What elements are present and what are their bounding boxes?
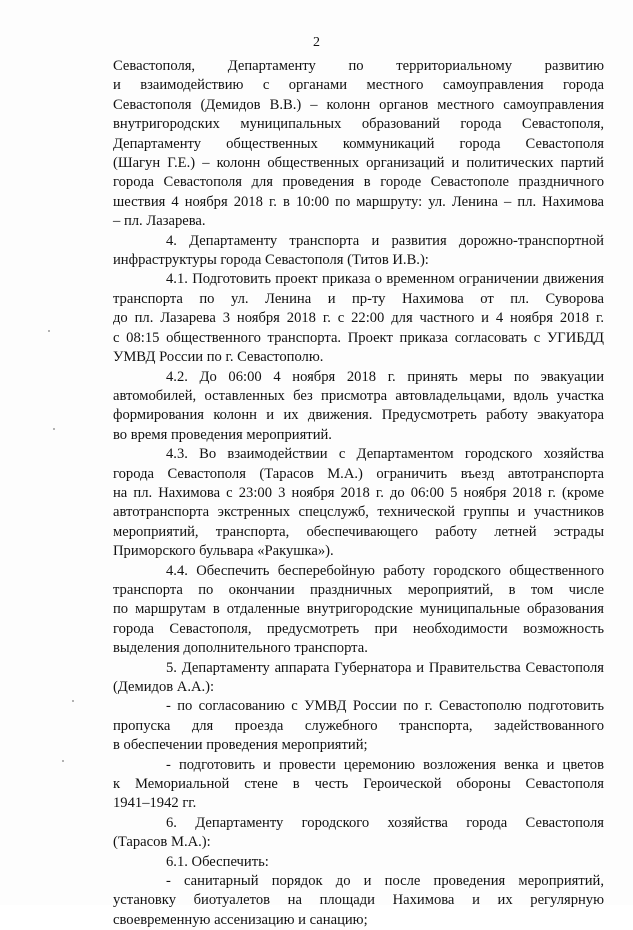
text-line: инфраструктуры города Севастополя (Титов И.В.):	[113, 252, 429, 269]
text-line: мероприятий, транспорта, обеспечивающего работу летней эстрады	[113, 523, 604, 540]
text-line: 1941–1942 гг.	[113, 795, 197, 812]
text-line: и взаимодействию с органами местного самоуправления города	[113, 77, 604, 94]
text-line: Севастополя (Демидов В.В.) – колонн органов местного самоуправления	[113, 96, 604, 113]
text-line: в обеспечении проведения мероприятий;	[113, 737, 368, 754]
paragraph	[113, 697, 604, 755]
text-line: города Севастополя, предусмотреть при необходимости возможность	[113, 620, 604, 637]
paragraph	[113, 853, 604, 872]
page-number: 2	[313, 35, 320, 50]
scan-speck	[48, 330, 50, 332]
text-line: – пл. Лазарева.	[113, 213, 206, 230]
text-line: на пл. Нахимова с 23:00 3 ноября 2018 г. до 06:00 5 ноября 2018 г. (кроме	[113, 484, 604, 501]
paragraph	[113, 814, 604, 853]
text-line: во время проведения мероприятий.	[113, 426, 332, 443]
text-line: - подготовить и провести церемонию возложения венка и цветов	[166, 756, 604, 773]
text-line: по маршрутам в отдаленные внутригородские муниципальные образования	[113, 601, 604, 618]
text-line: города Севастополя (Тарасов М.А.) ограничить въезд автотранспорта	[113, 465, 604, 482]
paragraph	[113, 756, 604, 814]
paragraph	[113, 872, 604, 930]
text-line: 5. Департаменту аппарата Губернатора и Правительства Севастополя	[166, 659, 604, 676]
text-line: шествия 4 ноября 2018 г. в 10:00 по маршруту: ул. Ленина – пл. Нахимова	[113, 193, 604, 210]
text-line: УМВД России по г. Севастополю.	[113, 349, 324, 366]
text-line: транспорта по окончании праздничных мероприятий, в том числе	[113, 581, 604, 598]
text-line: (Тарасов М.А.):	[113, 834, 211, 851]
text-line: 4.3. Во взаимодействии с Департаментом городского хозяйства	[166, 446, 604, 463]
text-line: пропуска для проезда служебного транспорта, задействованного	[113, 717, 604, 734]
text-line: Департаменту общественных коммуникаций города Севастополя	[113, 135, 604, 152]
text-line: выделения дополнительного транспорта.	[113, 640, 368, 657]
paragraph	[113, 232, 604, 271]
text-line: Приморского бульвара «Ракушка»).	[113, 543, 334, 560]
text-line: (Шагун Г.Е.) – колонн общественных организаций и политических партий	[113, 155, 604, 172]
text-line: города Севастополя для проведения в городе Севастополе праздничного	[113, 174, 604, 191]
text-line: формирования колонн и их движения. Предусмотреть работу эвакуатора	[113, 407, 604, 424]
text-line: 6. Департаменту городского хозяйства города Севастополя	[166, 814, 604, 831]
scan-speck	[72, 700, 74, 702]
text-line: Севастополя, Департаменту по территориальному развитию	[113, 58, 604, 74]
scan-speck	[62, 760, 64, 762]
text-line: до пл. Лазарева 3 ноября 2018 г. с 22:00 для частного и 4 ноября 2018 г.	[113, 310, 604, 327]
text-line: 4. Департаменту транспорта и развития дорожно-транспортной	[166, 232, 604, 249]
paragraph	[113, 659, 604, 698]
text-line: автомобилей, оставленных без присмотра автовладельцами, вдоль участка	[113, 387, 604, 404]
text-line: 4.4. Обеспечить бесперебойную работу городского общественного	[166, 562, 604, 579]
scan-speck	[53, 428, 55, 430]
text-line: - санитарный порядок до и после проведения мероприятий,	[166, 873, 604, 890]
text-line: автотранспорта экстренных спецслужб, технической группы и участников	[113, 504, 604, 521]
text-line: (Демидов А.А.):	[113, 679, 215, 695]
paragraph	[113, 368, 604, 446]
text-line: 6.1. Обеспечить:	[166, 853, 269, 870]
text-line: транспорта по ул. Ленина и пр-ту Нахимова от пл. Суворова	[113, 290, 604, 307]
text-line: - по согласованию с УМВД России по г. Севастополю подготовить	[166, 698, 604, 715]
text-line: с 08:15 общественного транспорта. Проект приказа согласовать с УГИБДД	[113, 329, 604, 346]
text-line: своевременную ассенизацию и санацию;	[113, 911, 368, 928]
text-line: внутригородских муниципальных образований города Севастополя,	[113, 116, 604, 133]
text-line: 4.2. До 06:00 4 ноября 2018 г. принять меры по эвакуации	[166, 368, 604, 385]
paragraph	[113, 57, 604, 232]
text-line: к Мемориальной стене в честь Героической обороны Севастополя	[113, 776, 604, 793]
paragraph	[113, 562, 604, 659]
paragraph	[113, 270, 604, 367]
text-line: 4.1. Подготовить проект приказа о временном ограничении движения	[166, 271, 604, 288]
document-body	[113, 57, 604, 930]
text-line: установку биотуалетов на площади Нахимова и их регулярную	[113, 892, 604, 909]
paragraph	[113, 445, 604, 561]
